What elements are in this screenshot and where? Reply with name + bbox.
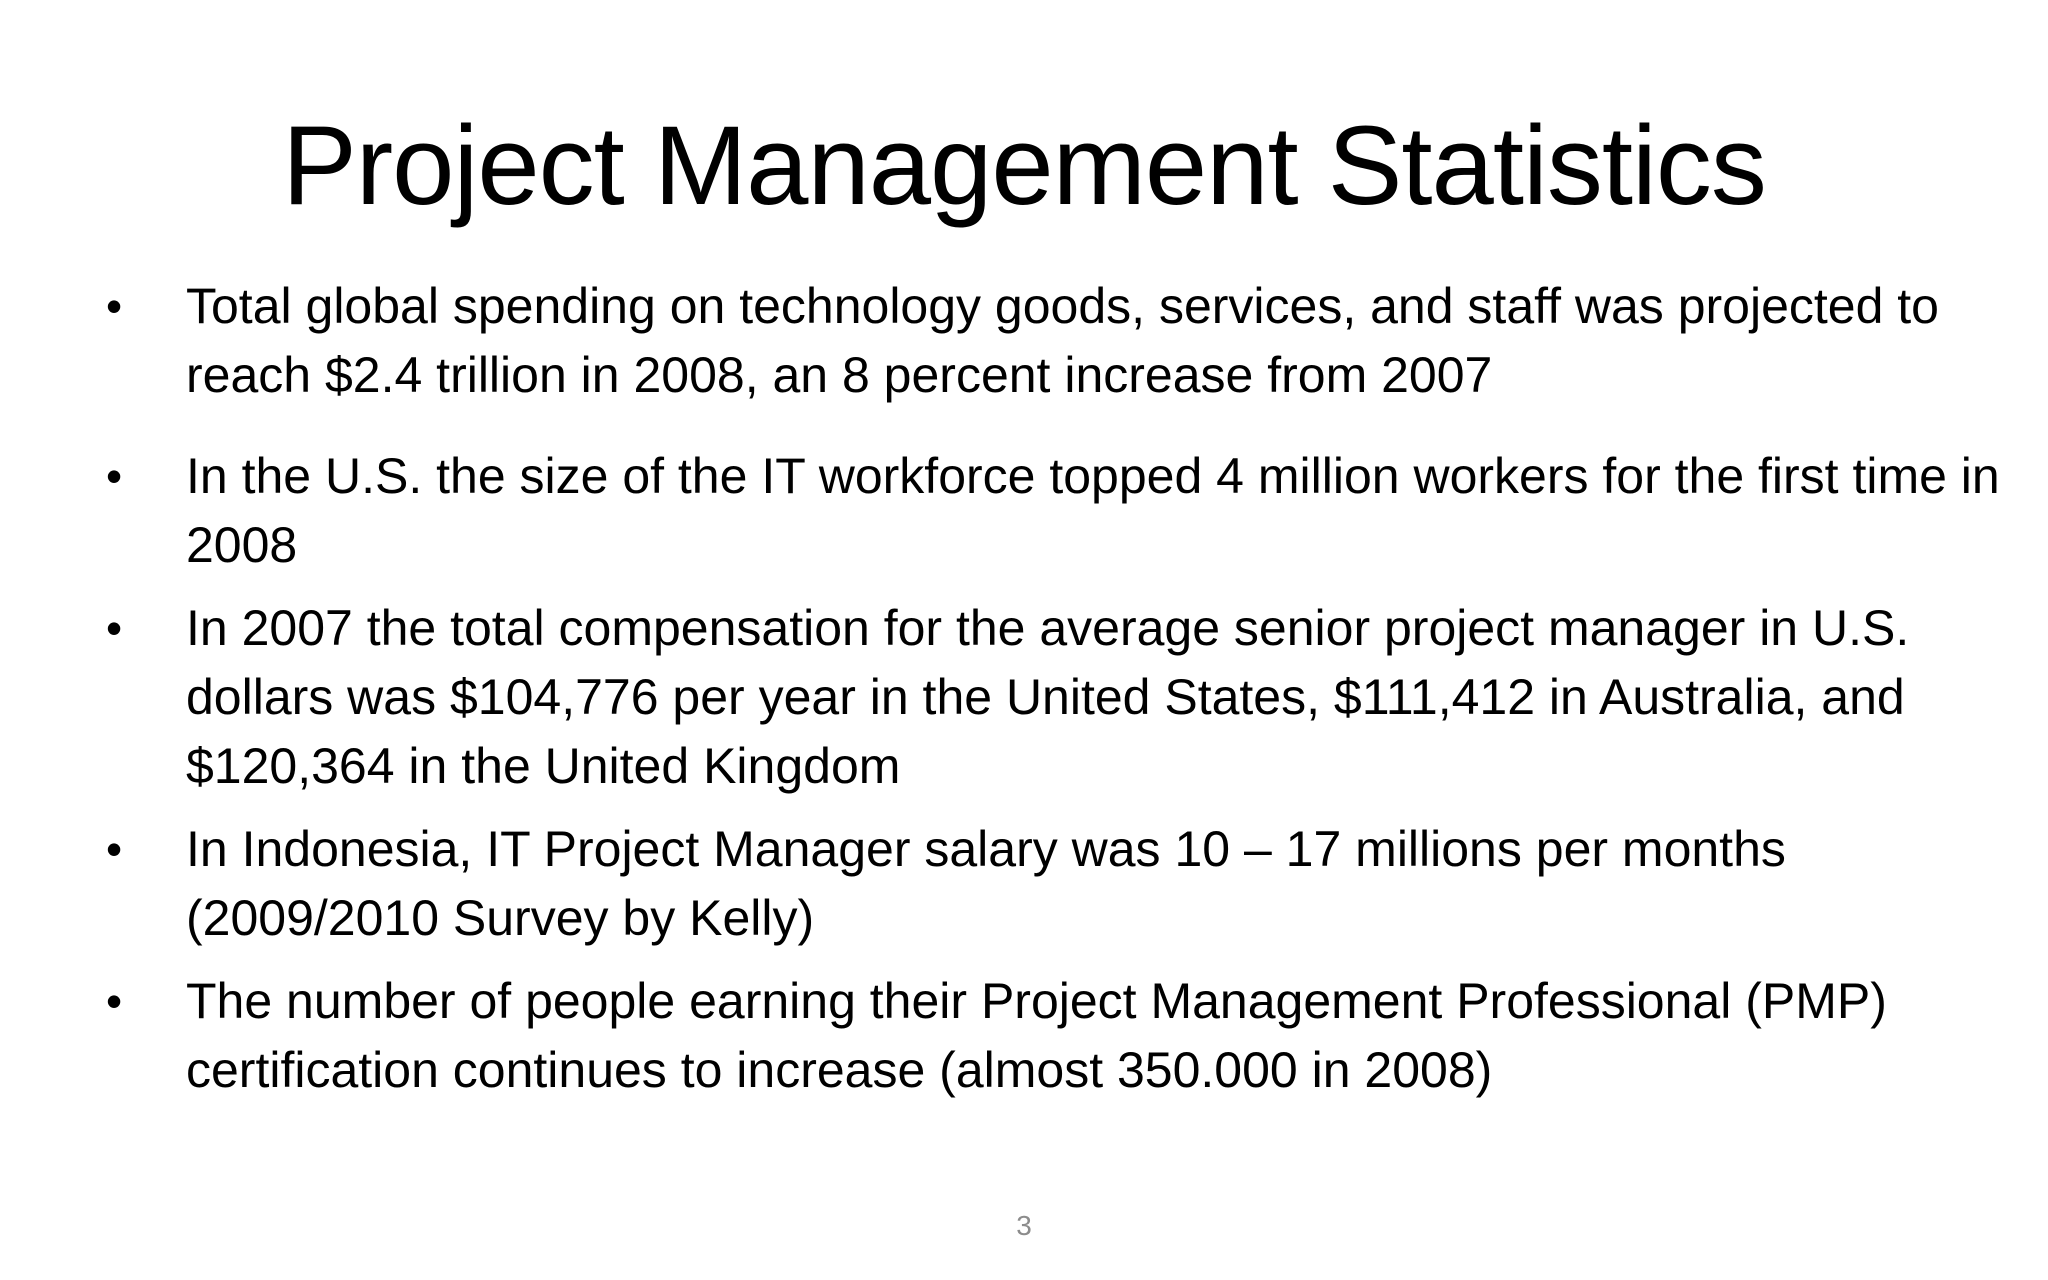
bullet-icon: • [106,823,123,875]
bullet-icon: • [106,975,123,1027]
bullet-text: In the U.S. the size of the IT workforce topped 4 million workers for the first time in 2008 [186,448,2000,573]
bullet-item-pmp-certification [100,967,2000,1105]
bullet-icon: • [106,450,123,502]
bullet-item-compensation [100,594,2000,801]
bullet-text: In Indonesia, IT Project Manager salary was 10 – 17 millions per months (2009/2010 Survey by Kelly) [186,821,1786,946]
bullet-item-it-workforce [100,442,2000,580]
bullet-text: In 2007 the total compensation for the average senior project manager in U.S. dollars was $104,776 per year in the United States, $111,412 in Australia, and $120,364 in the United Kingdom [186,600,1910,794]
bullet-icon: • [106,602,123,654]
slide-title: Project Management Statistics [282,103,1766,228]
bullet-text: Total global spending on technology goods, services, and staff was projected to reach $2.4 trillion in 2008, an 8 percent increase from 2007 [186,278,1939,403]
bullet-icon: • [106,280,123,332]
bullet-item-global-spending [100,272,2000,410]
page-number: 3 [1016,1210,1032,1241]
bullet-item-indonesia-salary [100,815,2000,953]
bullet-text: The number of people earning their Project Management Professional (PMP) certification continues to increase (almost 350.000 in 2008) [186,973,1887,1098]
bullet-list [100,272,2000,1119]
